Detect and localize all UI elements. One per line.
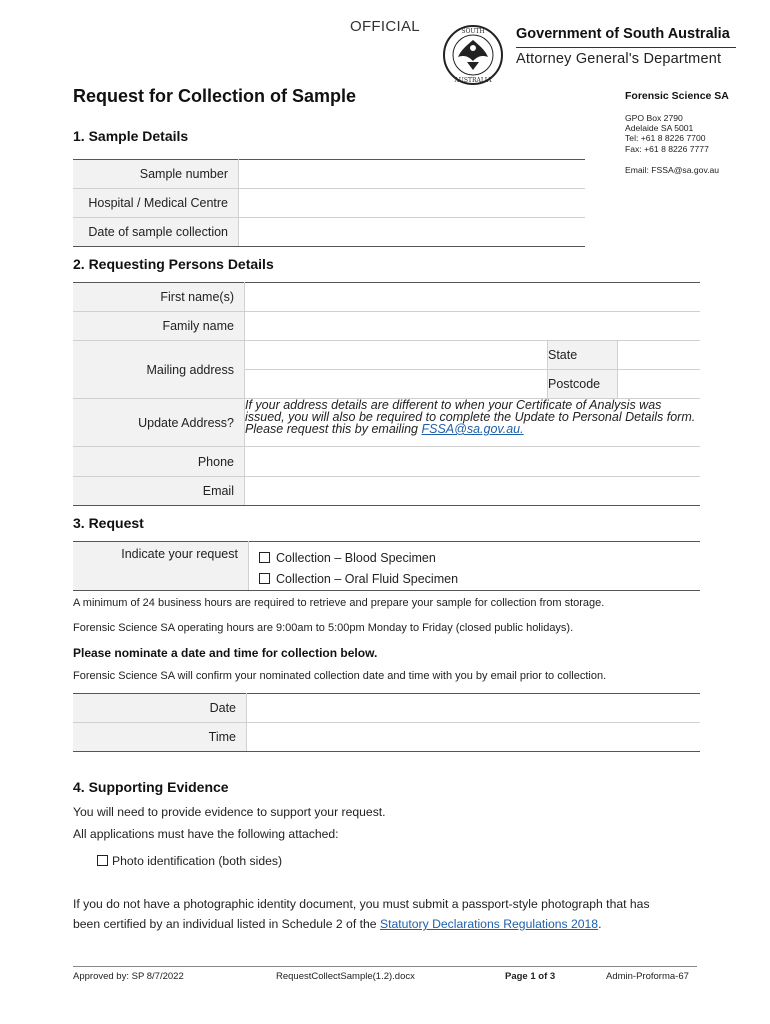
contact-fax: Fax: +61 8 8226 7777 [625,143,709,154]
phone-field[interactable] [245,447,701,477]
time-field[interactable] [247,723,701,752]
footer-divider [73,966,697,967]
department-name: Attorney General's Department [516,51,722,67]
email-label: Email [73,477,245,506]
evidence-line1: You will need to provide evidence to support your request. [73,805,386,819]
footer-reference: Admin-Proforma-67 [606,971,689,982]
photo-id-option[interactable] [97,854,282,868]
footer-filename: RequestCollectSample(1.2).docx [276,971,415,982]
requesting-person-table [73,282,700,506]
footer-approved: Approved by: SP 8/7/2022 [73,971,184,982]
option-blood[interactable] [259,548,700,569]
fssa-email-link[interactable]: FSSA@sa.gov.au. [421,422,524,436]
first-name-label: First name(s) [73,283,245,312]
statutory-regulations-link[interactable]: Statutory Declarations Regulations 2018 [379,917,599,931]
request-options [249,542,701,591]
phone-label: Phone [73,447,245,477]
contact-email: Email: FSSA@sa.gov.au [625,165,720,175]
certification-line1: If you do not have a photographic identity document, you must submit a passport-style photograph that has [73,897,650,911]
indicate-request-label: Indicate your request [73,542,249,591]
update-address-label: Update Address? [73,399,245,447]
certification-paragraph [73,894,713,934]
oral-fluid-checkbox-icon[interactable] [259,573,270,584]
mailing-address-label: Mailing address [73,341,245,399]
contact-tel: Tel: +61 8 8226 7700 [625,133,706,144]
section2-heading: 2. Requesting Persons Details [73,256,274,272]
request-table [73,541,700,591]
collection-date-field[interactable] [239,218,586,247]
hospital-field[interactable] [239,189,586,218]
update-address-note [245,399,701,447]
certification-text: been certified by an individual listed in Schedule 2 of the [73,917,377,931]
time-label: Time [73,723,247,752]
email-field[interactable] [245,477,701,506]
state-field[interactable] [618,341,701,370]
section1-heading: 1. Sample Details [73,128,189,144]
option-oral-fluid-label: Collection – Oral Fluid Specimen [276,572,459,586]
hospital-label: Hospital / Medical Centre [73,189,239,218]
contact-address-line1: GPO Box 2790 [625,113,683,123]
contact-address [625,113,709,154]
svg-text:AUSTRALIA: AUSTRALIA [454,77,492,84]
header-divider [516,47,736,48]
family-name-label: Family name [73,312,245,341]
update-address-text: If your address details are different to when your Certificate of Analysis was issued, you will also be required to complete the Update to Personal Details form. Please request this by emailing [245,398,696,436]
classification-label: OFFICIAL [350,18,420,35]
date-field[interactable] [247,694,701,723]
government-name: Government of South Australia [516,26,730,42]
blood-checkbox-icon[interactable] [259,552,270,563]
option-oral-fluid[interactable] [259,569,700,590]
collection-date-label: Date of sample collection [73,218,239,247]
mailing-address-field-1[interactable] [245,341,548,370]
contact-address-line2: Adelaide SA 5001 [625,123,694,134]
postcode-label: Postcode [548,370,618,399]
contact-org: Forensic Science SA [625,90,729,102]
sample-number-field[interactable] [239,160,586,189]
sample-details-table [73,159,585,247]
sa-crest-logo [442,24,504,86]
svg-text:SOUTH: SOUTH [461,28,485,35]
mailing-address-field-2[interactable] [245,370,548,399]
photo-id-checkbox-icon[interactable] [97,855,108,866]
state-label: State [548,341,618,370]
family-name-field[interactable] [245,312,701,341]
section3-heading: 3. Request [73,515,144,531]
collection-time-table [73,693,700,752]
first-name-field[interactable] [245,283,701,312]
certification-end: . [598,917,602,931]
option-blood-label: Collection – Blood Specimen [276,551,436,565]
confirm-notice: Forensic Science SA will confirm your nominated collection date and time with you by email prior to collection. [73,670,607,682]
retrieval-notice: A minimum of 24 business hours are required to retrieve and prepare your sample for collection from storage. [73,597,605,609]
certification-line2 [73,914,713,934]
footer-page-number: Page 1 of 3 [505,971,556,982]
nominate-heading: Please nominate a date and time for collection below. [73,646,378,660]
date-label: Date [73,694,247,723]
page-title: Request for Collection of Sample [73,86,357,106]
sample-number-label: Sample number [73,160,239,189]
postcode-field[interactable] [618,370,701,399]
operating-hours: Forensic Science SA operating hours are 9:00am to 5:00pm Monday to Friday (closed public holidays). [73,622,574,634]
evidence-line2: All applications must have the following attached: [73,827,339,841]
photo-id-label: Photo identification (both sides) [112,854,283,868]
section4-heading: 4. Supporting Evidence [73,779,229,795]
